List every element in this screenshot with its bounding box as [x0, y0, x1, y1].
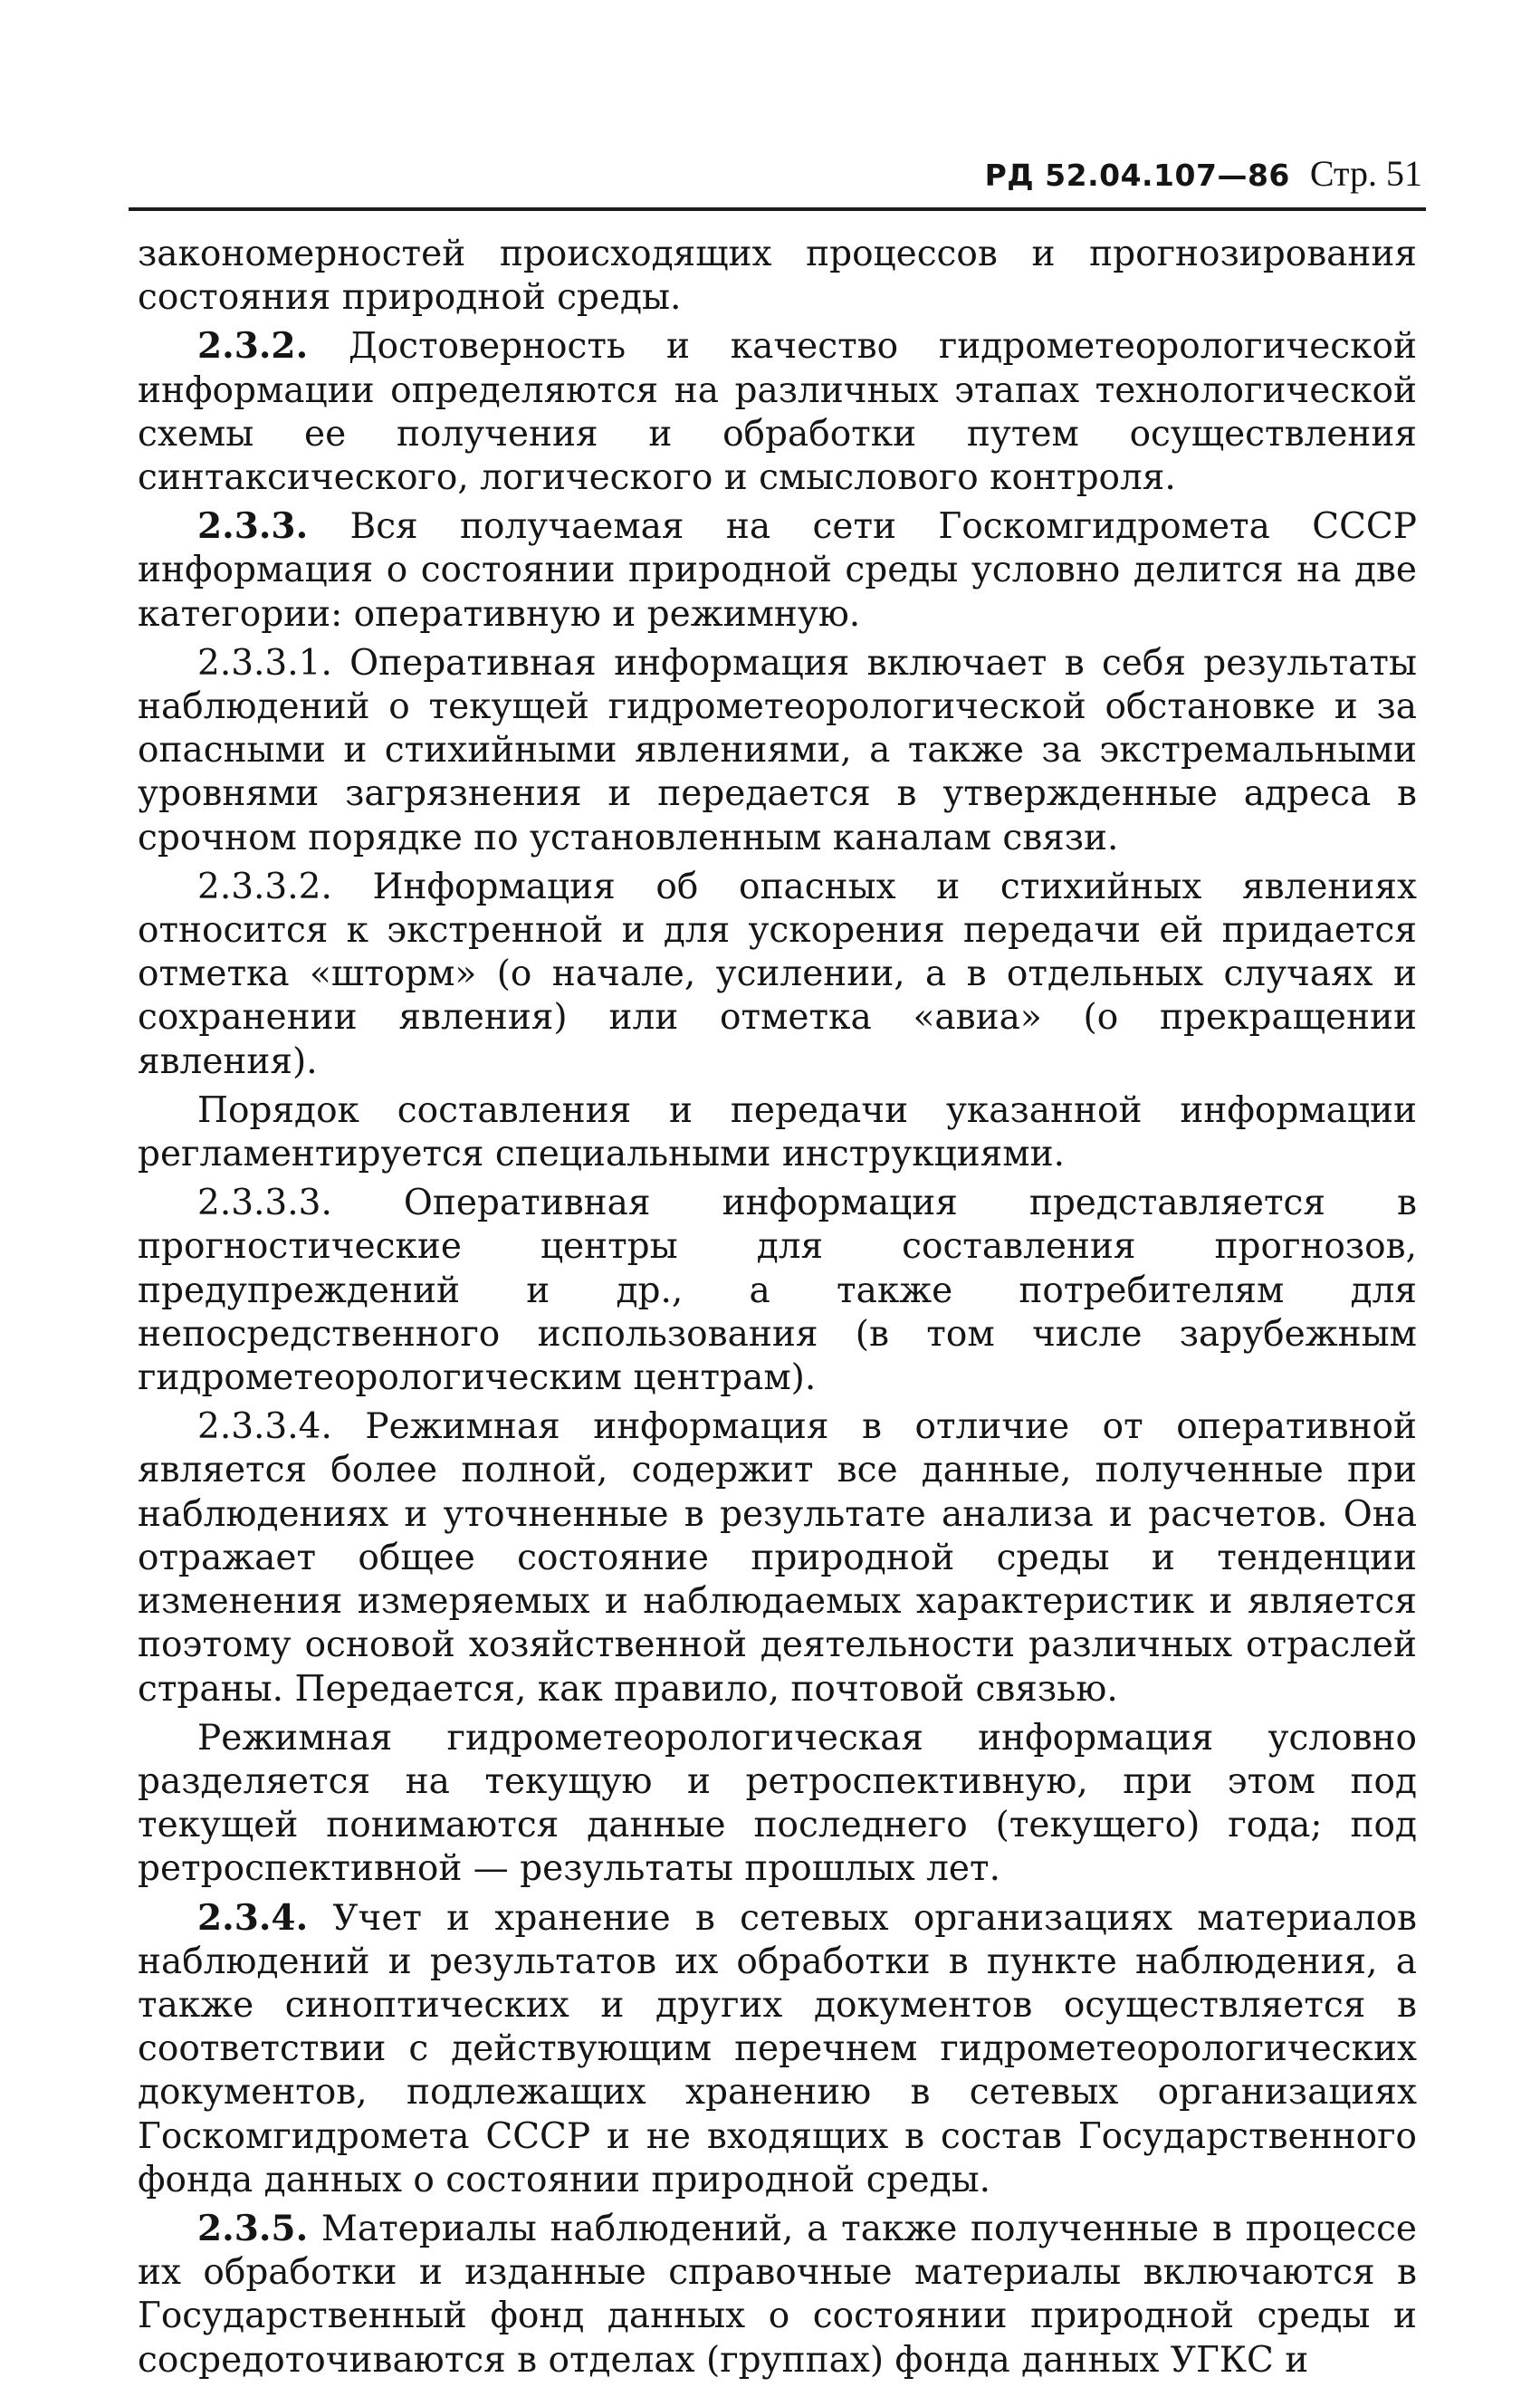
document-code: РД 52.04.107—86 [984, 158, 1290, 193]
paragraph: Порядок составления и передачи указанной информации регламентируется специальными инструкциями. [138, 1089, 1417, 1175]
paragraph: 2.3.5. Материалы наблюдений, а также полученные в процессе их обработки и изданные справочные материалы включаются в Государственный фонд данных о состоянии природной среды и сосредоточиваются в отделах (группах) фонда данных УГКС и [138, 2207, 1417, 2381]
section-number: 2.3.3. [197, 505, 309, 548]
paragraph: 2.3.3.1. Оперативная информация включает в себя результаты наблюдений о текущей гидрометеорологической обстановке и за опасными и стихийными явлениями, а также за экстремальными уровнями загрязнения и передается в утвержденные адреса в срочном порядке по установленным каналам связи. [138, 642, 1417, 858]
page-number: Стр. 51 [1309, 153, 1422, 194]
paragraph: закономерностей происходящих процессов и прогнозирования состояния природной среды. [138, 234, 1417, 319]
header-rule [129, 207, 1426, 211]
section-number: 2.3.2. [197, 325, 309, 368]
section-number: 2.3.5. [197, 2207, 309, 2249]
paragraph: 2.3.3.2. Информация об опасных и стихийных явлениях относится к экстренной и для ускорения передачи ей придается отметка «шторм» (о начале, усилении, а в отдельных случаях и сохранении явления) или отметка «авиа» (о прекращении явления). [138, 866, 1417, 1082]
paragraph: 2.3.3.4. Режимная информация в отличие от оперативной является более полной, содержит все данные, полученные при наблюдениях и уточненные в результате анализа и расчетов. Она отражает общее состояние природной среды и тенденции изменения измеряемых и наблюдаемых характеристик и является поэтому основой хозяйственной деятельности различных отраслей страны. Передается, как правило, почтовой связью. [138, 1406, 1417, 1710]
paragraph: 2.3.3. Вся получаемая на сети Госкомгидромета СССР информация о состоянии природной среды условно делится на две категории: оперативную и режимную. [138, 505, 1417, 635]
running-header [985, 152, 1422, 197]
paragraph: 2.3.4. Учет и хранение в сетевых организациях материалов наблюдений и результатов их обработки в пункте наблюдения, а также синоптических и других документов осуществляется в соответствии с действующим перечнем гидрометеорологических документов, подлежащих хранению в сетевых организациях Госкомгидромета СССР и не входящих в состав Государственного фонда данных о состоянии природной среды. [138, 1896, 1417, 2200]
section-number: 2.3.4. [197, 1896, 309, 1939]
body-text [138, 232, 1417, 2387]
paragraph: 2.3.3.3. Оперативная информация представляется в прогностические центры для составления прогнозов, предупреждений и др., а также потребителям для непосредственного использования (в том числе зарубежным гидрометеорологическим центрам). [138, 1183, 1417, 1399]
paragraph: Режимная гидрометеорологическая информация условно разделяется на текущую и ретроспективную, при этом под текущей понимаются данные последнего (текущего) года; под ретроспективной — результаты прошлых лет. [138, 1717, 1417, 1890]
paragraph: 2.3.2. Достоверность и качество гидрометеорологической информации определяются на различных этапах технологической схемы ее получения и обработки путем осуществления синтаксического, логического и смыслового контроля. [138, 325, 1417, 499]
